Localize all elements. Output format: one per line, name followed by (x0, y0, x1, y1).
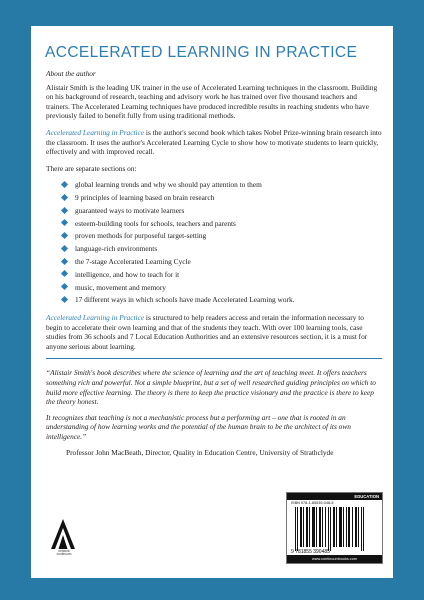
quote-attribution: Professor John MacBeath, Director, Quality in Education Centre, University of Strathclyde (66, 447, 334, 457)
list-item: esteem-building tools for schools, teachers and parents (62, 219, 382, 229)
list-item: 9 principles of learning based on brain research (62, 193, 382, 203)
list-item: guaranteed ways to motivate learners (62, 206, 382, 216)
about-heading: About the author (46, 69, 96, 78)
quote-paragraph-1: “Alistair Smith's book describes where the science of learning and the art of teaching meet. It offers teachers something rich and powerful. Not a simple blueprint, but a set of well researched guiding principles on which to build more effective learning. The theory is there to keep the practice visionary and the practice is there to keep the theory honest. (46, 368, 376, 407)
author-paragraph: Alistair Smith is the leading UK trainer in the use of Accelerated Learning techniques in the classroom. Building on his background of research, teaching and advisory work he has trained over five thousand teachers and trainers. The Accelerated Learning techniques have produced incredible results in reaching students who have previously failed to benefit fully from using traditional methods. (46, 82, 378, 121)
barcode-category: EDUCATION (287, 493, 382, 500)
list-item: intelligence, and how to teach for it (62, 270, 382, 280)
list-item: language-rich environments (62, 244, 382, 254)
diamond-bullet-icon (61, 194, 68, 201)
diamond-bullet-icon (61, 245, 68, 252)
barcode-panel (286, 492, 383, 564)
book-title: Accelerated Learning in Practice (46, 312, 145, 322)
page-title: ACCELERATED LEARNING IN PRACTICE (45, 44, 358, 61)
barcode-digits: 9 781855 390485 (291, 549, 330, 555)
diamond-bullet-icon (61, 258, 68, 265)
diamond-bullet-icon (61, 219, 68, 226)
book-paragraph-text: is the author's second book which takes Nobel Prize-winning brain research into the classroom. It uses the author's Accelerated Learning Cycle to show how to motivate students to learn quickly, effectively and with improved recall. (46, 127, 382, 157)
diamond-bullet-icon (61, 206, 68, 213)
back-cover (31, 26, 393, 578)
book-title: Accelerated Learning in Practice (46, 127, 145, 137)
endorsement-quote (46, 368, 382, 441)
quote-paragraph-2: It recognizes that teaching is not a mechanistic process but a performing art – one that is rooted in an understanding of how learning works and the potential of the human brain to be the architect of its own intelligence.” (46, 412, 351, 441)
book-paragraph (46, 128, 382, 157)
list-item: proven methods for purposeful target-setting (62, 231, 382, 241)
list-item: the 7-stage Accelerated Learning Cycle (62, 257, 382, 267)
diamond-bullet-icon (61, 270, 68, 277)
structure-paragraph (46, 313, 382, 351)
barcode-bars (295, 507, 365, 551)
diamond-bullet-icon (61, 181, 68, 188)
list-item: 17 different ways in which schools have made Accelerated Learning work. (62, 295, 382, 305)
cover-text (46, 69, 382, 457)
list-item: music, movement and memory (62, 283, 382, 293)
publisher-url: www.continuumbooks.com (287, 555, 382, 563)
isbn-text: ISBN 978-1-85539-048-5 (291, 501, 334, 505)
sections-list (46, 180, 382, 305)
structure-paragraph-text: is structured to help readers access and retain the information necessary to begin to accelerate their own learning and that of the students they teach. With over 100 learning tools, case studies from 36 schools and 7 Local Education Authorities and an extensive resources section, it is a must for anyone serious about learning. (46, 312, 368, 351)
sections-intro: There are separate sections on: (46, 163, 137, 173)
publisher-name: network continuum (56, 549, 72, 557)
publisher-logo-icon (49, 518, 77, 550)
divider (46, 358, 382, 359)
diamond-bullet-icon (61, 232, 68, 239)
list-item: global learning trends and why we should pay attention to them (62, 180, 382, 190)
diamond-bullet-icon (61, 296, 68, 303)
publisher-logo (49, 518, 77, 560)
diamond-bullet-icon (61, 283, 68, 290)
